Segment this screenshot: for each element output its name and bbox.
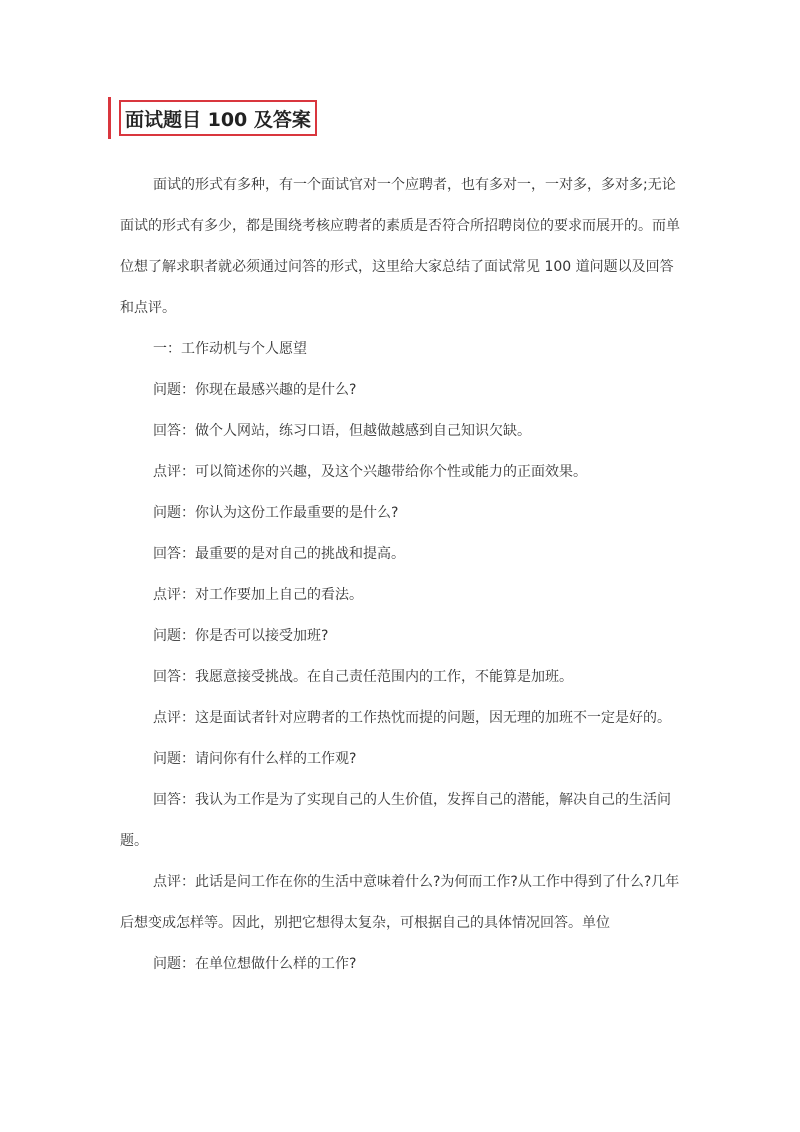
question-5: 问题：在单位想做什么样的工作? (153, 956, 357, 972)
question-1: 问题：你现在最感兴趣的是什么? (153, 382, 357, 398)
comment-3: 点评：这是面试者针对应聘者的工作热忱而提的问题，因无理的加班不一定是好的。 (153, 710, 671, 726)
answer-1: 回答：做个人网站，练习口语，但越做越感到自己知识欠缺。 (153, 423, 531, 439)
intro-paragraph: 面试的形式有多种，有一个面试官对一个应聘者，也有多对一，一对多，多对多;无论面试的形式有多少，都是围绕考核应聘者的素质是否符合所招聘岗位的要求而展开的。而单位想了解求职者就必须通过问答的形式，这里给大家总结了面试常见 100 道问题以及回答和点评。 (120, 177, 680, 316)
comment-2: 点评：对工作要加上自己的看法。 (153, 587, 363, 603)
question-4: 问题：请问你有什么样的工作观? (153, 751, 357, 767)
question-3: 问题：你是否可以接受加班? (153, 628, 329, 644)
answer-2: 回答：最重要的是对自己的挑战和提高。 (153, 546, 405, 562)
question-2: 问题：你认为这份工作最重要的是什么? (153, 505, 399, 521)
title-box (119, 100, 317, 136)
comment-4: 点评：此话是问工作在你的生活中意味着什么?为何而工作?从工作中得到了什么?几年后想变成怎样等。因此，别把它想得太复杂，可根据自己的具体情况回答。单位 (120, 874, 680, 931)
comment-1: 点评：可以简述你的兴趣，及这个兴趣带给你个性或能力的正面效果。 (153, 464, 587, 480)
page-title: 面试题目 100 及答案 (125, 108, 311, 131)
answer-4: 回答：我认为工作是为了实现自己的人生价值，发挥自己的潜能，解决自己的生活问题。 (120, 792, 671, 849)
document-body (120, 165, 685, 985)
section-heading: 一：工作动机与个人愿望 (153, 341, 307, 357)
heading-accent-bar (108, 97, 111, 139)
answer-3: 回答：我愿意接受挑战。在自己责任范围内的工作，不能算是加班。 (153, 669, 573, 685)
